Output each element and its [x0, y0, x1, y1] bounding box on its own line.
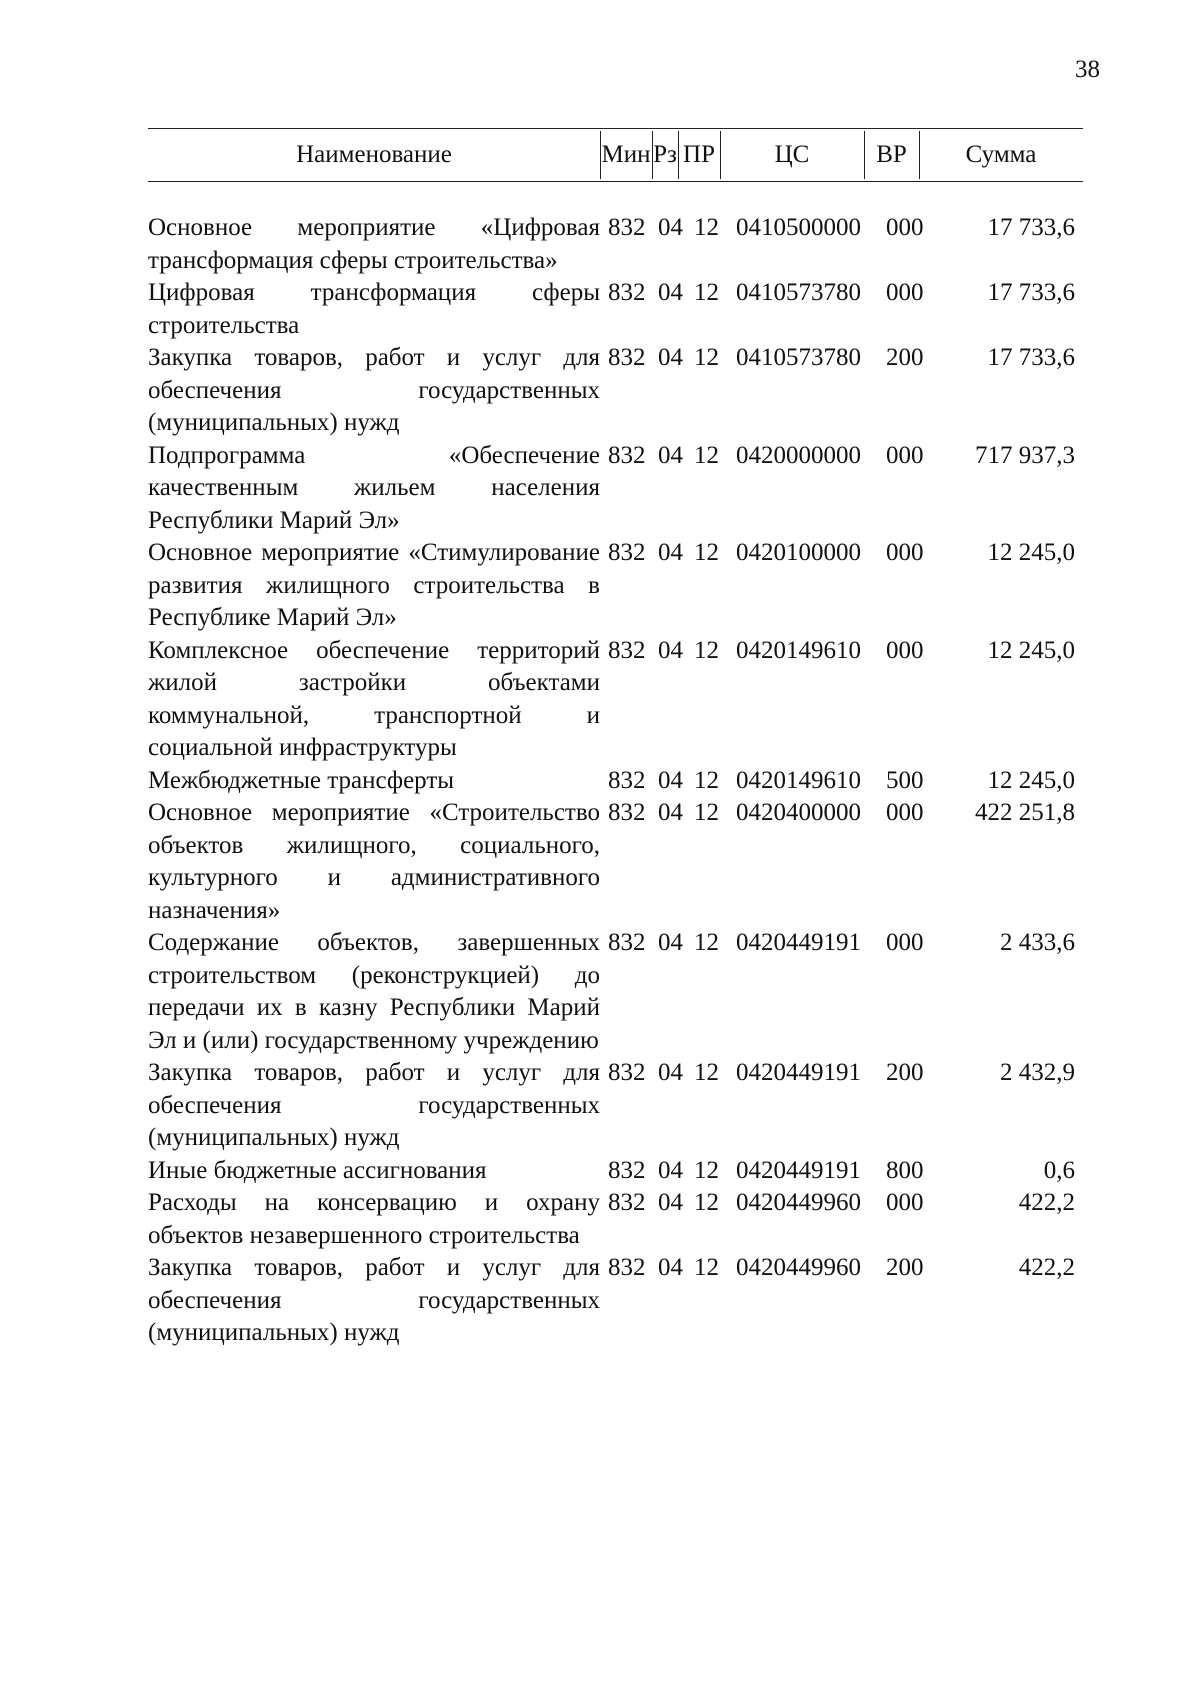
row-name: Цифровая трансформация сферы строительства	[148, 279, 600, 339]
row-cs: 0420449960	[736, 1254, 861, 1281]
table-row	[148, 440, 1083, 538]
row-codes	[608, 635, 932, 668]
row-rz: 04	[658, 1156, 683, 1184]
row-pr: 12	[694, 279, 719, 306]
row-name: Закупка товаров, работ и услуг для обеспечения государственных (муниципальных) нужд	[148, 344, 600, 436]
row-cs: 0420449960	[736, 1189, 861, 1216]
table-row	[148, 537, 1083, 635]
row-codes	[608, 1252, 932, 1285]
table-body	[148, 212, 1083, 1350]
row-vr: 000	[886, 636, 924, 664]
row-sum: 17 733,6	[987, 214, 1075, 241]
row-name: Закупка товаров, работ и услуг для обеспечения государственных (муниципальных) нужд	[148, 1254, 600, 1346]
row-cs: 0420149610	[736, 636, 861, 664]
table-row	[148, 342, 1083, 440]
row-codes	[608, 1155, 932, 1188]
row-codes	[608, 927, 932, 960]
row-rz: 04	[658, 539, 683, 566]
row-pr: 12	[694, 1156, 719, 1184]
row-pr: 12	[694, 1254, 719, 1281]
row-min: 832	[608, 929, 646, 956]
row-vr: 000	[886, 1189, 924, 1216]
row-name: Расходы на консервацию и охрану объектов незавершенного строительства	[148, 1189, 600, 1249]
row-min: 832	[608, 636, 646, 664]
row-pr: 12	[694, 441, 719, 469]
row-rz: 04	[658, 799, 683, 826]
row-codes	[608, 277, 932, 310]
row-rz: 04	[658, 1189, 683, 1216]
budget-table	[148, 128, 1083, 1350]
row-pr: 12	[694, 539, 719, 566]
row-name: Основное мероприятие «Цифровая трансформация сферы строительства»	[148, 214, 600, 274]
row-vr: 000	[886, 799, 924, 826]
row-min: 832	[608, 441, 646, 469]
table-row	[148, 927, 1083, 1057]
row-pr: 12	[694, 766, 719, 794]
row-cs: 0410500000	[736, 214, 861, 241]
row-cs: 0420100000	[736, 539, 861, 566]
row-vr: 000	[886, 929, 924, 956]
row-codes	[608, 342, 932, 375]
row-sum: 12 245,0	[987, 766, 1075, 794]
row-vr: 200	[886, 1254, 924, 1281]
row-codes	[608, 212, 932, 245]
row-pr: 12	[694, 214, 719, 241]
row-cs: 0420449191	[736, 1156, 861, 1184]
header-vr: ВР	[876, 141, 907, 168]
row-sum: 0,6	[1043, 1156, 1075, 1184]
row-sum: 2 433,6	[1000, 929, 1075, 956]
row-pr: 12	[694, 799, 719, 826]
header-name: Наименование	[296, 141, 452, 168]
row-rz: 04	[658, 766, 683, 794]
row-rz: 04	[658, 279, 683, 306]
header-min: Мин	[601, 141, 651, 168]
row-sum: 2 432,9	[1000, 1059, 1075, 1086]
table-row	[148, 1187, 1083, 1252]
row-name: Межбюджетные трансферты	[148, 766, 455, 794]
row-pr: 12	[694, 636, 719, 664]
row-min: 832	[608, 1254, 646, 1281]
row-codes	[608, 440, 932, 473]
row-cs: 0420449191	[736, 929, 861, 956]
table-header	[148, 128, 1083, 182]
row-vr: 200	[886, 1059, 924, 1086]
row-min: 832	[608, 1156, 646, 1184]
table-row	[148, 212, 1083, 277]
table-row	[148, 797, 1083, 927]
row-sum: 12 245,0	[987, 539, 1075, 566]
row-min: 832	[608, 1189, 646, 1216]
row-cs: 0410573780	[736, 344, 861, 371]
row-rz: 04	[658, 636, 683, 664]
row-cs: 0420400000	[736, 799, 861, 826]
page-number: 38	[1075, 56, 1100, 83]
row-min: 832	[608, 539, 646, 566]
row-rz: 04	[658, 214, 683, 241]
row-min: 832	[608, 279, 646, 306]
table-row	[148, 1057, 1083, 1155]
row-vr: 000	[886, 539, 924, 566]
row-sum: 717 937,3	[975, 441, 1075, 469]
row-cs: 0420449191	[736, 1059, 861, 1086]
row-vr: 500	[886, 766, 924, 794]
row-name: Иные бюджетные ассигнования	[148, 1156, 487, 1184]
table-row	[148, 277, 1083, 342]
row-cs: 0420149610	[736, 766, 861, 794]
row-pr: 12	[694, 1059, 719, 1086]
row-rz: 04	[658, 344, 683, 371]
row-name: Подпрограмма «Обеспечение качественным жильем населения Республики Марий Эл»	[148, 441, 600, 534]
row-sum: 422 251,8	[975, 799, 1075, 826]
row-vr: 000	[886, 214, 924, 241]
row-min: 832	[608, 1059, 646, 1086]
header-sum: Сумма	[965, 141, 1037, 168]
row-codes	[608, 537, 932, 570]
row-vr: 000	[886, 279, 924, 306]
row-name: Содержание объектов, завершенных строительством (реконструкцией) до передачи их в казну Республики Марий Эл и (или) государственному учреждению	[148, 929, 600, 1054]
row-min: 832	[608, 344, 646, 371]
row-name: Основное мероприятие «Стимулирование развития жилищного строительства в Республике Марий Эл»	[148, 539, 600, 631]
row-sum: 422,2	[1018, 1254, 1075, 1281]
row-codes	[608, 1187, 932, 1220]
row-cs: 0410573780	[736, 279, 861, 306]
row-sum: 17 733,6	[987, 279, 1075, 306]
row-rz: 04	[658, 441, 683, 469]
header-pr: ПР	[683, 141, 715, 168]
row-vr: 200	[886, 344, 924, 371]
table-row	[148, 1252, 1083, 1350]
row-codes	[608, 797, 932, 830]
table-row	[148, 765, 1083, 798]
row-codes	[608, 1057, 932, 1090]
row-min: 832	[608, 766, 646, 794]
row-pr: 12	[694, 1189, 719, 1216]
row-pr: 12	[694, 344, 719, 371]
row-vr: 000	[886, 441, 924, 469]
row-min: 832	[608, 214, 646, 241]
row-min: 832	[608, 799, 646, 826]
row-rz: 04	[658, 929, 683, 956]
header-rz: Рз	[653, 141, 677, 168]
row-rz: 04	[658, 1059, 683, 1086]
row-rz: 04	[658, 1254, 683, 1281]
row-sum: 12 245,0	[987, 636, 1075, 664]
row-vr: 800	[886, 1156, 924, 1184]
table-row	[148, 635, 1083, 765]
row-sum: 17 733,6	[987, 344, 1075, 371]
row-pr: 12	[694, 929, 719, 956]
row-sum: 422,2	[1018, 1189, 1075, 1216]
row-codes	[608, 765, 932, 798]
table-row	[148, 1155, 1083, 1188]
row-name: Комплексное обеспечение территорий жилой застройки объектами коммунальной, транспортной и социальной инфраструктуры	[148, 636, 600, 761]
row-name: Закупка товаров, работ и услуг для обеспечения государственных (муниципальных) нужд	[148, 1059, 600, 1151]
header-cs: ЦС	[774, 141, 810, 168]
row-cs: 0420000000	[736, 441, 861, 469]
row-name: Основное мероприятие «Строительство объектов жилищного, социального, культурного и административного назначения»	[148, 799, 600, 924]
